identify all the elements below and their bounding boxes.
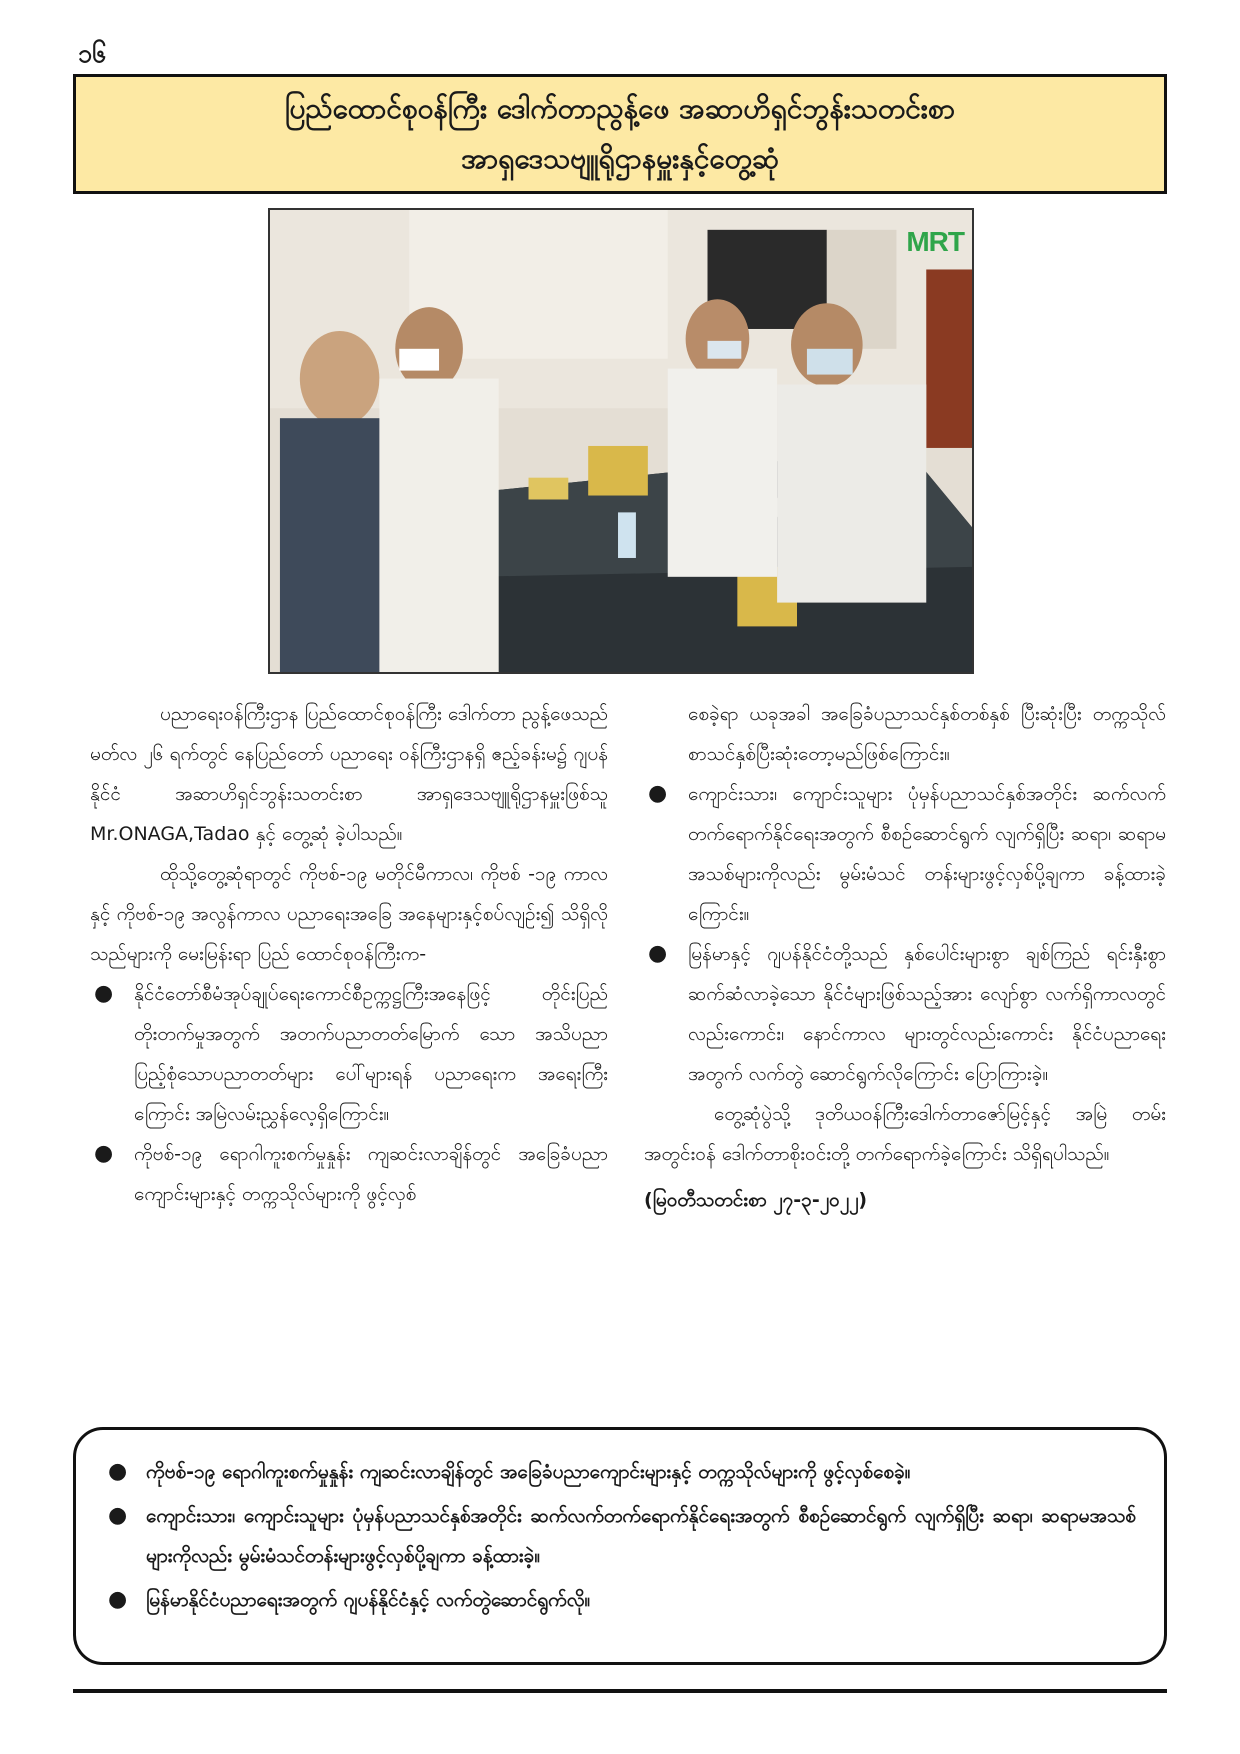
source-citation: (မြဝတီသတင်းစာ ၂၇-၃-၂၀၂၂) [644, 1189, 868, 1211]
bullet-icon: ● [94, 1141, 114, 1166]
bullet-icon: ● [108, 1503, 128, 1528]
meeting-photo [268, 208, 974, 674]
left-column [90, 694, 608, 1214]
headline-line-1: ပြည်ထောင်စုဝန်ကြီး ဒေါက်တာညွန့်ဖေ အဆာဟိရှင်ဘွန်းသတင်းစာ [284, 92, 956, 125]
summary-box [73, 1427, 1167, 1665]
list-item [90, 974, 608, 1134]
page-number: ၁၆ [78, 39, 107, 68]
closing-paragraph: တွေ့ဆုံပွဲသို့ ဒုတိယဝန်ကြီးဒေါက်တာဇော်မြင့်နှင့် အမြဲ တမ်းအတွင်းဝန် ဒေါက်တာစိုးဝင်းတို့ တက်ရောက်ခဲ့ကြောင်း သိရှိရပါသည်။ [644, 1103, 1166, 1165]
list-item-text: ကျောင်းသား၊ ကျောင်းသူများ ပုံမှန်ပညာသင်နှစ်အတိုင်း ဆက်လက်တက်ရောက်နိုင်ရေးအတွက် စီစဉ်ဆောင်ရွက် လျက်ရှိပြီး ဆရာ၊ ဆရာမအသစ်များကိုလည်း မွမ်းမံသင် တန်းများဖွင့်လှစ်ပို့ချကာ ခန့်ထားခဲ့ကြောင်း။ [688, 783, 1166, 925]
summary-item [104, 1496, 1136, 1576]
intro-paragraph: ပညာရေးဝန်ကြီးဌာန ပြည်ထောင်စုဝန်ကြီး ဒေါက်တာ ညွန့်ဖေသည် မတ်လ ၂၆ ရက်တွင် နေပြည်တော် ပညာရေး ဝန်ကြီးဌာနရှိ ဧည့်ခန်းမ၌ ဂျပန်နိုင်ငံ အဆာဟိရှင်ဘွန်းသတင်းစာ အာရှဒေသဗျူရိုဌာနမှူးဖြစ်သူ Mr.ONAGA,Tadao နှင့် တွေ့ဆုံ ခဲ့ပါသည်။ [90, 703, 608, 845]
tv-watermark-logo: MRT [906, 226, 964, 257]
summary-item-text: မြန်မာနိုင်ငံပညာရေးအတွက် ဂျပန်နိုင်ငံနှင့် လက်တွဲဆောင်ရွက်လို။ [146, 1589, 591, 1611]
bottom-rule [73, 1689, 1167, 1693]
summary-item-text: ကျောင်းသား၊ ကျောင်းသူများ ပုံမှန်ပညာသင်နှစ်အတိုင်း ဆက်လက်တက်ရောက်နိုင်ရေးအတွက် စီစဉ်ဆောင်ရွက် လျက်ရှိပြီး ဆရာ၊ ဆရာမအသစ်များကိုလည်း မွမ်းမံသင်တန်းများဖွင့်လှစ်ပို့ချကာ ခန့်ထားခဲ့။ [146, 1505, 1136, 1567]
list-item [644, 774, 1166, 934]
headline-box [73, 74, 1167, 194]
summary-item [104, 1452, 1136, 1492]
bullet-icon: ● [648, 781, 668, 806]
meeting-photo-illustration [270, 210, 972, 672]
bullet-icon: ● [94, 981, 114, 1006]
list-item [90, 1134, 608, 1214]
list-item [644, 934, 1166, 1094]
list-item-text: မြန်မာနှင့် ဂျပန်နိုင်ငံတို့သည် နှစ်ပေါင်းများစွာ ချစ်ကြည် ရင်းနှီးစွာဆက်ဆံလာခဲ့သော နိုင်ငံများဖြစ်သည့်အား လျော်စွာ လက်ရှိကာလတွင်လည်းကောင်း၊ နောင်ကာလ များတွင်လည်းကောင်း နိုင်ငံပညာရေးအတွက် လက်တွဲ ဆောင်ရွက်လိုကြောင်း ပြောကြားခဲ့။ [688, 943, 1166, 1085]
right-column [644, 694, 1166, 1220]
bullet-icon: ● [648, 941, 668, 966]
list-item-text: နိုင်ငံတော်စီမံအုပ်ချုပ်ရေးကောင်စီဥက္ကဋ္ဌကြီးအနေဖြင့် တိုင်းပြည်တိုးတက်မှုအတွက် အတက်ပညာတတ်မြောက် သော အသိပညာပြည့်စုံသောပညာတတ်များ ပေါ်များရန် ပညာရေးက အရေးကြီးကြောင်း အမြဲလမ်းညွှန်လေ့ရှိကြောင်း။ [134, 983, 608, 1125]
summary-item-text: ကိုဗစ်-၁၉ ရောဂါကူးစက်မှုနှုန်း ကျဆင်းလာချိန်တွင် အခြေခံပညာကျောင်းများနှင့် တက္ကသိုလ်များကို ဖွင့်လှစ်စေခဲ့။ [146, 1461, 911, 1483]
list-item-text: ကိုဗစ်-၁၉ ရောဂါကူးစက်မှုနှုန်း ကျဆင်းလာချိန်တွင် အခြေခံပညာကျောင်းများနှင့် တက္ကသိုလ်များကို ဖွင့်လှစ် [134, 1143, 608, 1205]
summary-item [104, 1580, 1136, 1620]
continued-list-item [644, 694, 1166, 774]
question-paragraph: ထိုသို့တွေ့ဆုံရာတွင် ကိုဗစ်-၁၉ မတိုင်မီကာလ၊ ကိုဗစ် -၁၉ ကာလနှင့် ကိုဗစ်-၁၉ အလွန်ကာလ ပညာရေးအခြေ အနေများနှင့်စပ်လျဉ်း၍ သိရှိလိုသည်များကို မေးမြန်းရာ ပြည် ထောင်စုဝန်ကြီးက- [90, 863, 608, 965]
bullet-icon: ● [108, 1587, 128, 1612]
headline-line-2: အာရှဒေသဗျူရိုဌာနမှူးနှင့်တွေ့ဆုံ [461, 142, 779, 175]
bullet-icon: ● [108, 1459, 128, 1484]
list-item-continuation: စေခဲ့ရာ ယခုအခါ အခြေခံပညာသင်နှစ်တစ်နှစ် ပြီးဆုံးပြီး တက္ကသိုလ်စာသင်နှစ်ပြီးဆုံးတော့မည်ဖြစ်ကြောင်း။ [688, 703, 1166, 765]
